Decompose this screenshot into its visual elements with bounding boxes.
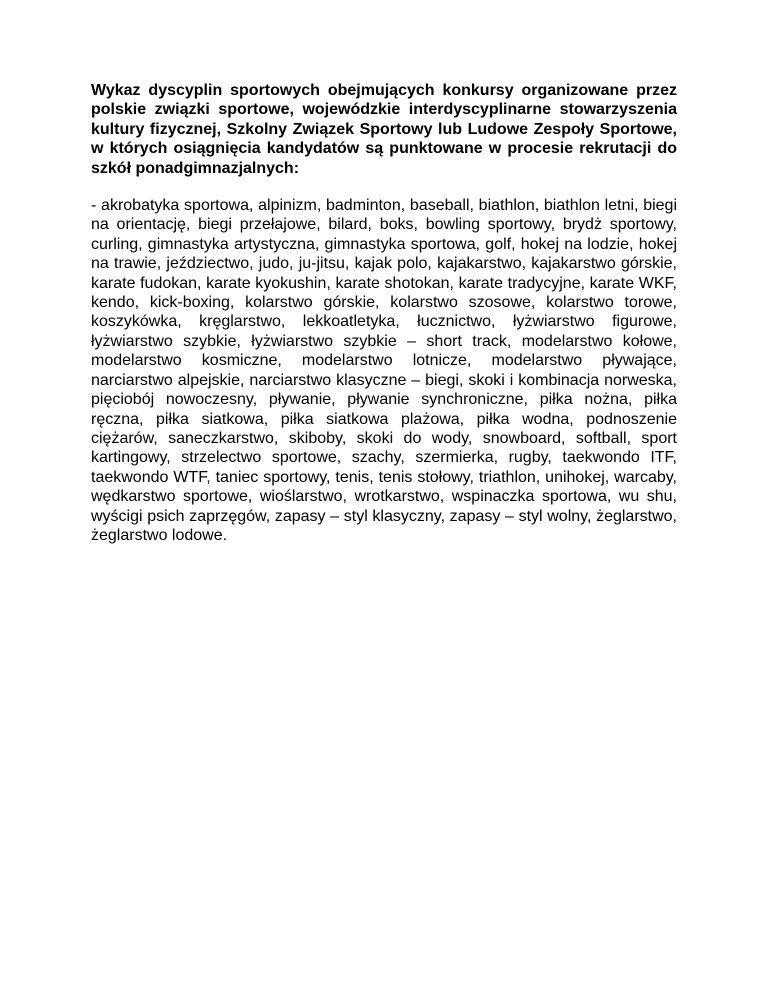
- document-heading: Wykaz dyscyplin sportowych obejmujących konkursy organizowane przez polskie związki sportowe, wojewódzkie interdyscyplinarne stowarzyszenia kultury fizycznej, Szkolny Związek Sportowy lub Ludowe Zespoły Sportowe, w których osiągnięcia kandydatów są punktowane w procesie rekrutacji do szkół ponadgimnazjalnych:: [91, 82, 677, 177]
- disciplines-list: - akrobatyka sportowa, alpinizm, badminton, baseball, biathlon, biathlon letni, biegi na orientację, biegi przełajowe, bilard, boks, bowling sportowy, brydż sportowy, curling, gimnastyka artystyczna, gimnastyka sportowa, golf, hokej na lodzie, hokej na trawie, jeździectwo, judo, ju-jitsu, kajak polo, kajakarstwo, kajakarstwo górskie, karate fudokan, karate kyokushin, karate shotokan, karate tradycyjne, karate WKF, kendo, kick-boxing, kolarstwo górskie, kolarstwo szosowe, kolarstwo torowe, koszykówka, kręglarstwo, lekkoatletyka, łucznictwo, łyżwiarstwo figurowe, łyżwiarstwo szybkie, łyżwiarstwo szybkie – short track, modelarstwo kołowe, modelarstwo kosmiczne, modelarstwo lotnicze, modelarstwo pływające, narciarstwo alpejskie, narciarstwo klasyczne – biegi, skoki i kombinacja norweska, pięciobój nowoczesny, pływanie, pływanie synchroniczne, piłka nożna, piłka ręczna, piłka siatkowa, piłka siatkowa plażowa, piłka wodna, podnoszenie ciężarów, saneczkarstwo, skiboby, skoki do wody, snowboard, softball, sport kartingowy, strzelectwo sportowe, szachy, szermierka, rugby, taekwondo ITF, taekwondo WTF, taniec sportowy, tenis, tenis stołowy, triathlon, unihokej, warcaby, wędkarstwo sportowe, wioślarstwo, wrotkarstwo, wspinaczka sportowa, wu shu, wyścigi psich zaprzęgów, zapasy – styl klasyczny, zapasy – styl wolny, żeglarstwo, żeglarstwo lodowe.: [91, 197, 677, 544]
- document-content: [91, 81, 677, 545]
